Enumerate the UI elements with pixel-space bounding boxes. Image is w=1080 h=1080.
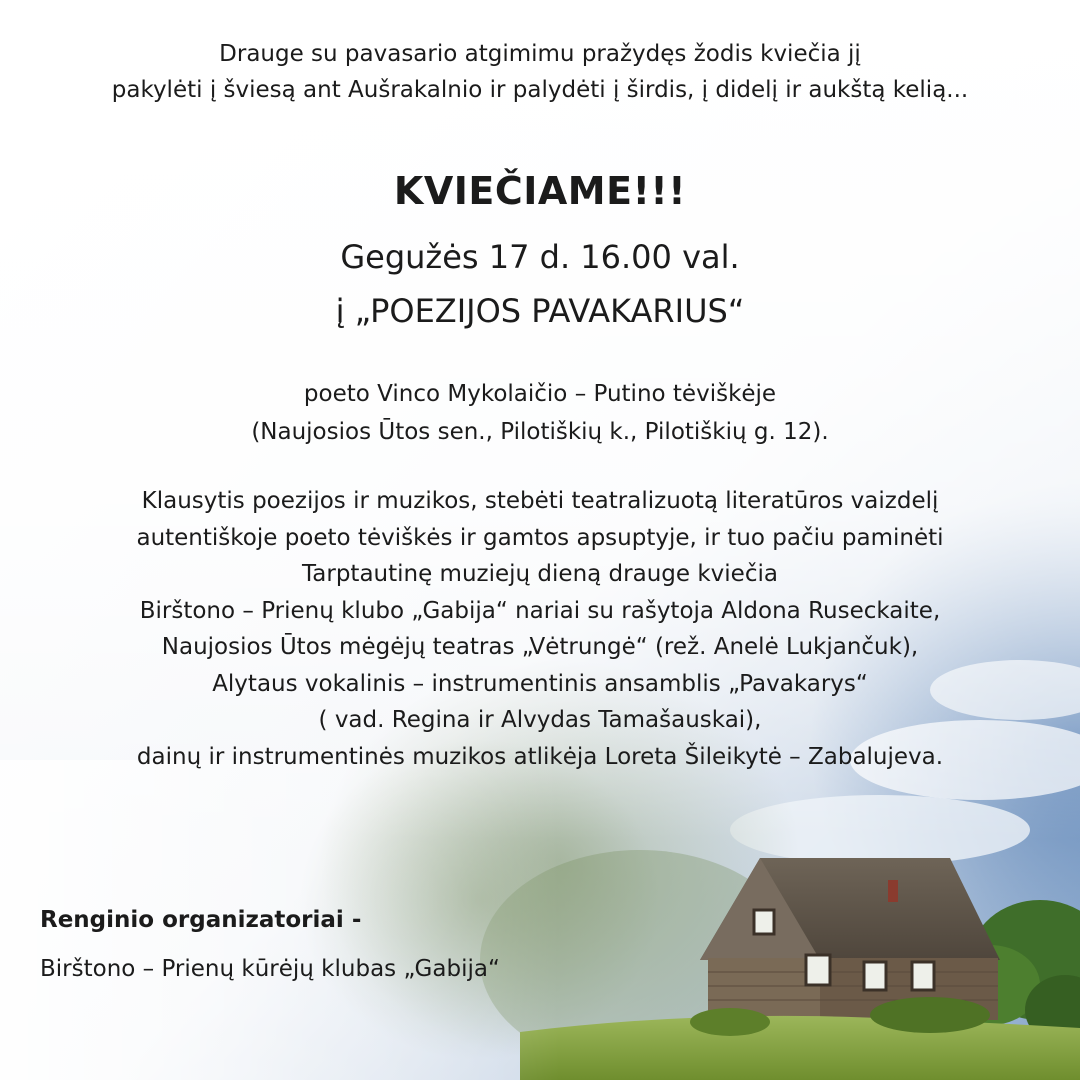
- description-line: Birštono – Prienų klubo „Gabija“ nariai su rašytoja Aldona Ruseckaite,: [139, 597, 941, 624]
- organizers-heading: Renginio organizatoriai -: [40, 907, 362, 933]
- description-line: Klausytis poezijos ir muzikos, stebėti teatralizuotą literatūros vaizdelį: [141, 488, 939, 514]
- event-location: [0, 375, 1080, 451]
- location-line-2: (Naujosios Ūtos sen., Pilotiškių k., Pilotiškių g. 12).: [251, 419, 829, 445]
- description-line: ( vad. Regina ir Alvydas Tamašauskai),: [318, 707, 762, 733]
- description-line: Tarptautinę muziejų dieną drauge kviečia: [302, 561, 778, 587]
- organizers-name: Birštono – Prienų kūrėjų klubas „Gabija“: [40, 956, 500, 982]
- intro-line-1: Drauge su pavasario atgimimu pražydęs žodis kviečia jį: [219, 41, 861, 67]
- description-line: dainų ir instrumentinės muzikos atlikėja Loreta Šileikytė – Zabalujeva.: [136, 743, 944, 770]
- event-description: [0, 483, 1080, 775]
- event-title: į „POEZIJOS PAVAKARIUS“: [335, 292, 745, 330]
- event-date: Gegužės 17 d. 16.00 val.: [340, 238, 740, 276]
- intro-line-2: pakylėti į šviesą ant Aušrakalnio ir palydėti į širdis, į didelį ir aukštą kelią...: [111, 77, 969, 103]
- description-line: Naujosios Ūtos mėgėjų teatras „Vėtrungė“ (rež. Anelė Lukjančuk),: [161, 634, 919, 660]
- headline: KVIEČIAME!!!: [393, 169, 687, 213]
- intro-text: [0, 36, 1080, 108]
- description-line: autentiškoje poeto tėviškės ir gamtos apsuptyje, ir tuo pačiu paminėti: [136, 524, 944, 551]
- location-line-1: poeto Vinco Mykolaičio – Putino tėviškėje: [303, 381, 777, 407]
- description-line: Alytaus vokalinis – instrumentinis ansamblis „Pavakarys“: [212, 670, 868, 697]
